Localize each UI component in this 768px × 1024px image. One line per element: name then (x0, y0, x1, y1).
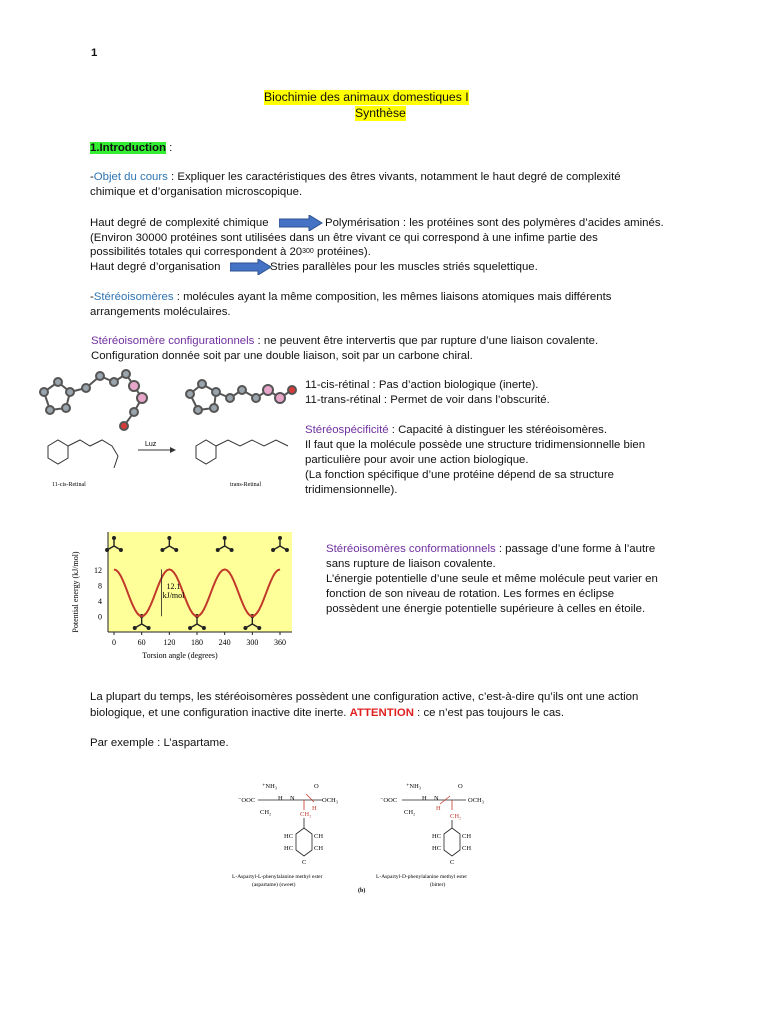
complexite-right: Polymérisation : les protéines sont des polymères d’acides aminés. (325, 217, 664, 229)
exemple-line: Par exemple : L’aspartame. (90, 737, 229, 749)
y-axis-label: Potential energy (kJ/mol) (71, 551, 80, 633)
trans-retinal-caption: trans-Retinal (230, 482, 261, 488)
section-heading-colon: : (165, 142, 173, 154)
o-right: O (458, 783, 463, 790)
cis-retinal-structure (48, 440, 118, 468)
objet-text: : Expliquer les caractéristiques des êtres vivants, notamment le haut degré de complexité (167, 171, 621, 183)
aspartame-figure (230, 778, 530, 896)
config-line1 (91, 334, 598, 349)
objet-line2: chimique et d’organisation microscopique. (90, 186, 303, 198)
ch2-left-a: CH₂ (260, 809, 272, 816)
cis-retinal-model (40, 370, 147, 430)
aspartame-bitter (376, 783, 484, 888)
plupart-line1: La plupart du temps, les stéréoisomères possèdent une configuration active, c’est-à-dire qu’ils ont une action (90, 691, 639, 703)
specificite-line4: (La fonction spécifique d’une protéine dépend de sa structure (305, 469, 615, 481)
attention-label: ATTENTION (349, 707, 414, 719)
h-right: H (422, 795, 427, 802)
organisation-left: Haut degré d’organisation (90, 261, 221, 273)
o-left: O (314, 783, 319, 790)
h-left-red: H (312, 805, 317, 812)
config-label: Stéréoisomère configurationnels (91, 335, 255, 347)
x-tick-label: 240 (218, 638, 231, 647)
hc-left-2: HC (284, 845, 294, 852)
stereo-text: : molécules ayant la même composition, les mêmes liaisons atomiques mais différents (173, 291, 612, 303)
nh3-left: ⁺NH₃ (262, 783, 278, 790)
plupart-text-b: : ce n’est pas toujours le cas. (413, 707, 565, 719)
page-title-line1: Biochimie des animaux domestiques I (264, 90, 469, 104)
organisation-right: Stries parallèles pour les muscles striés squelettique. (270, 261, 538, 273)
specificite-label: Stéréospécificité (305, 424, 389, 436)
hc-right-2: HC (432, 845, 442, 852)
environ-text-a: possibilités totales qui correspondent à 20 (90, 246, 303, 258)
ch-right-1: CH (462, 833, 472, 840)
x-tick-label: 300 (246, 638, 259, 647)
c-right: C (450, 859, 455, 866)
ch2-right-red: CH₂ (450, 813, 462, 820)
ooc-left: ⁻OOC (238, 797, 256, 804)
config-text: : ne peuvent être intervertis que par rupture d’une liaison covalente. (254, 335, 599, 347)
n-left: N (290, 795, 295, 802)
conform-line2: sans rupture de liaison covalente. (326, 558, 496, 570)
section-heading (90, 141, 172, 156)
y-tick-label: 0 (98, 612, 102, 622)
h-right-red: H (436, 805, 441, 812)
ch-left-2: CH (314, 845, 324, 852)
plupart-text-a: biologique, et une configuration inactive dite inerte. (90, 707, 350, 719)
section-heading-label: 1.Introduction (90, 142, 166, 154)
conform-line4: fonction de son niveau de rotation. Les formes en éclipse (326, 588, 615, 600)
right-arrow-icon (279, 215, 323, 231)
ch-left-1: CH (314, 833, 324, 840)
specificite-line1 (305, 423, 607, 438)
aspartame-sweet (232, 783, 338, 888)
conform-label: Stéréoisomères conformationnels (326, 543, 496, 555)
conform-line3: L’énergie potentielle d’une seule et même molécule peut varier en (326, 573, 658, 585)
och3-right: OCH₃ (468, 797, 484, 804)
aspartame-caption-2: (aspartame) (sweet) (252, 882, 296, 888)
chart-plot-area (108, 532, 292, 632)
stereo-line1: -Stéréoisomères : molécules ayant la même composition, les mêmes liaisons atomiques mais différents (90, 291, 612, 303)
environ-line1: (Environ 30000 protéines sont utilisées dans un être vivant ce qui correspond à une infime partie des (90, 232, 598, 244)
plupart-line2 (90, 706, 564, 721)
y-tick-label: 8 (98, 581, 102, 591)
retinal-trans-text: 11-trans-rétinal : Permet de voir dans l’obscurité. (305, 394, 550, 406)
bitter-caption-1: L-Aspartyl-D-phenylalanine methyl ester (376, 874, 468, 880)
x-axis-label: Torsion angle (degrees) (142, 651, 218, 660)
ch2-left-red: CH₂ (300, 811, 312, 818)
x-tick-label: 120 (163, 638, 176, 647)
h-left: H (278, 795, 283, 802)
torsion-energy-chart (66, 528, 296, 686)
x-tick-label: 60 (137, 638, 146, 647)
ooc-right: ⁻OOC (380, 797, 398, 804)
y-tick-label: 12 (94, 565, 102, 575)
conform-line1 (326, 542, 655, 557)
page-number: 1 (91, 47, 98, 59)
right-arrow-icon-2 (230, 259, 272, 275)
panel-label: (b) (358, 888, 366, 894)
specificite-text: : Capacité à distinguer les stéréoisomères. (388, 424, 608, 436)
config-line2: Configuration donnée soit par une double liaison, soit par un carbone chiral. (91, 350, 473, 362)
retinal-cis-text: 11-cis-rétinal : Pas d’action biologique (inerte). (305, 379, 539, 391)
annotation-value: 12.1 (166, 582, 181, 592)
bitter-caption-2: (bitter) (430, 882, 446, 888)
retinal-figure (30, 368, 305, 490)
conform-line5: possèdent une énergie potentielle supérieure à celles en étoile. (326, 603, 646, 615)
trans-retinal-model (186, 380, 296, 414)
objet-line1: -Objet du cours : Expliquer les caractéristiques des êtres vivants, notamment le haut degré de complexité (90, 171, 621, 183)
specificite-line3: particulière pour avoir une action biologique. (305, 454, 529, 466)
luz-label: Luz (145, 441, 157, 448)
page-title-line2: Synthèse (355, 106, 406, 120)
environ-line2 (90, 245, 371, 260)
environ-exponent: 300 (302, 248, 314, 255)
complexite-left: Haut degré de complexité chimique (90, 217, 269, 229)
hc-right-1: HC (432, 833, 442, 840)
och3-left: OCH₃ (322, 797, 338, 804)
ch2-right-a: CH₂ (404, 809, 416, 816)
annotation-unit: kJ/mol (162, 591, 185, 601)
x-tick-label: 360 (274, 638, 286, 647)
n-right: N (434, 795, 439, 802)
nh3-right: ⁺NH₃ (406, 783, 422, 790)
specificite-line5: tridimensionnelle). (305, 484, 398, 496)
aspartame-caption-1: L-Aspartyl-L-phenylalanine methyl ester (232, 874, 323, 880)
stereo-line2: arrangements moléculaires. (90, 306, 231, 318)
reaction-arrow-head (170, 447, 176, 453)
specificite-line2: Il faut que la molécule possède une structure tridimensionnelle bien (305, 439, 646, 451)
cis-retinal-caption: 11-cis-Retinal (52, 482, 86, 488)
y-tick-label: 4 (98, 596, 102, 606)
ch-right-2: CH (462, 845, 472, 852)
hc-left-1: HC (284, 833, 294, 840)
x-tick-label: 0 (112, 638, 116, 647)
conform-text1: : passage d’une forme à l’autre (495, 543, 656, 555)
environ-text-b: protéines). (313, 246, 371, 258)
c-left: C (302, 859, 307, 866)
x-tick-label: 180 (191, 638, 203, 647)
objet-label: Objet du cours (93, 171, 168, 183)
stereo-label: Stéréoisomères (93, 291, 174, 303)
trans-retinal-structure (196, 440, 288, 464)
